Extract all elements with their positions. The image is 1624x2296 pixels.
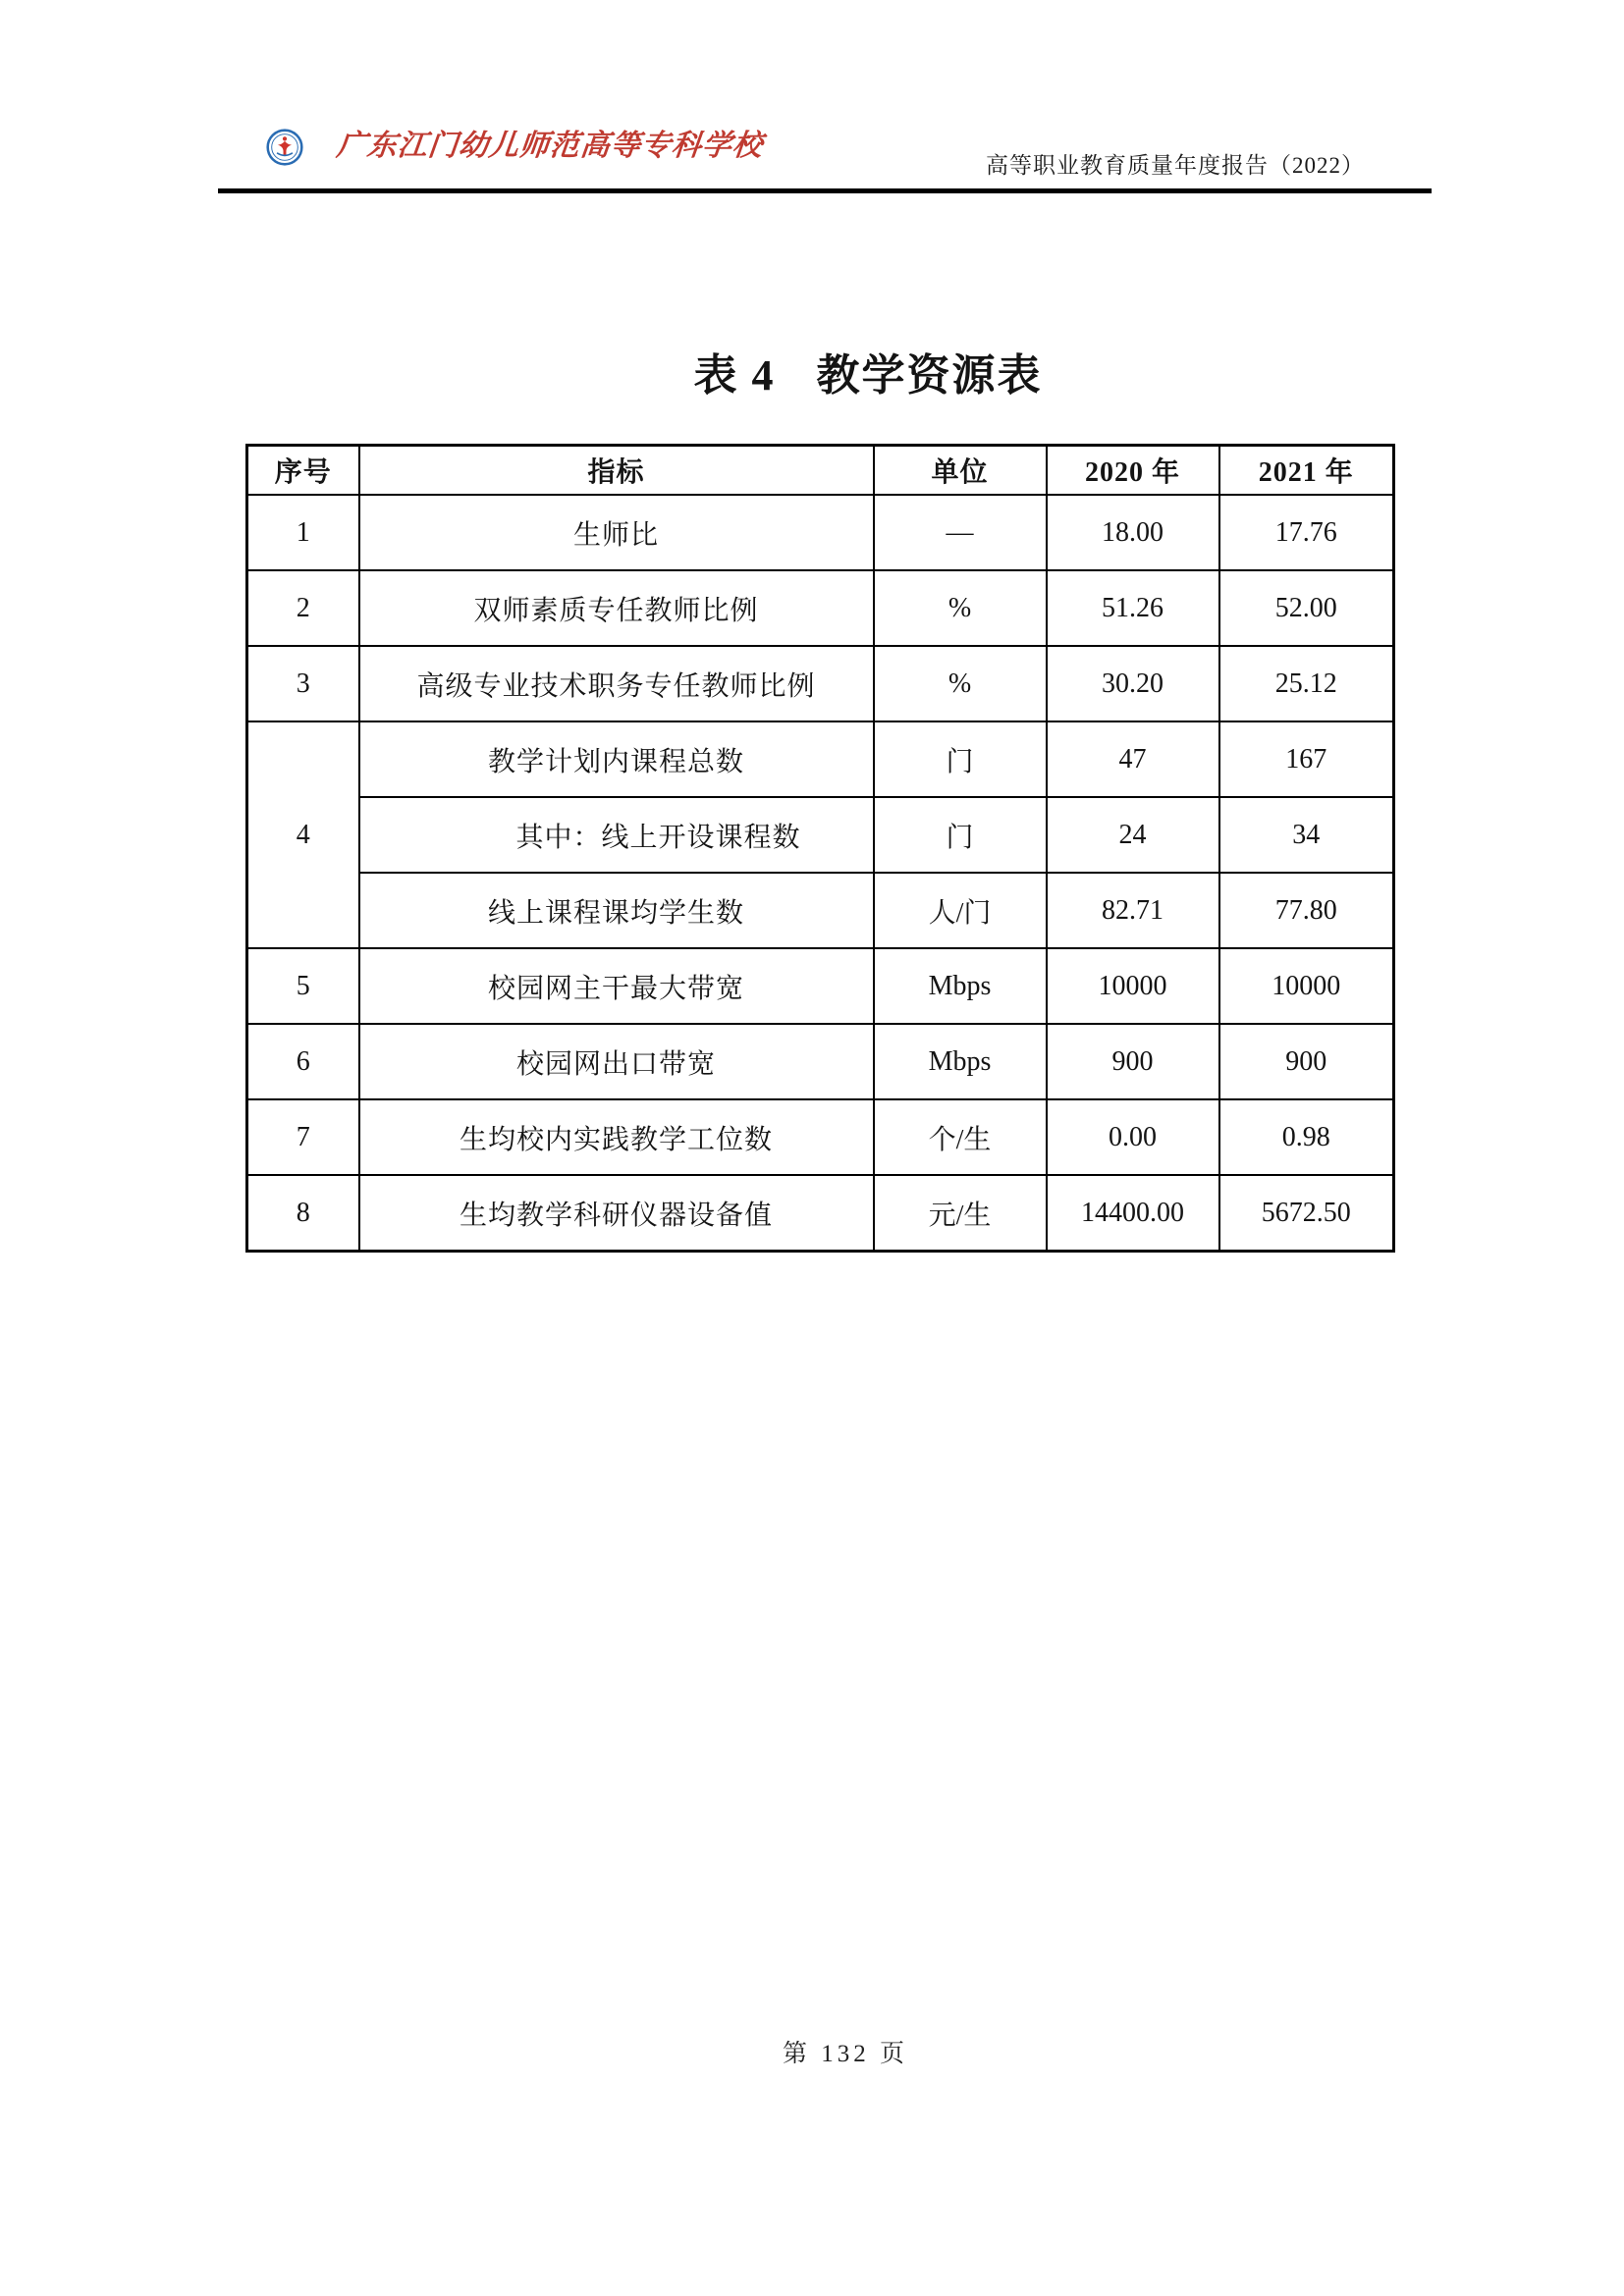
unit-cell: 门: [874, 797, 1047, 873]
value-2021-cell: 167: [1219, 721, 1394, 797]
unit-cell: %: [874, 646, 1047, 721]
row-number: 2: [247, 570, 359, 646]
unit-cell: 个/生: [874, 1099, 1047, 1175]
indicator-cell: 双师素质专任教师比例: [359, 570, 874, 646]
school-emblem-icon: [266, 129, 303, 166]
table-title: [295, 340, 1441, 402]
row-number: 3: [247, 646, 359, 721]
indicator-cell: 生师比: [359, 495, 874, 570]
column-header-2020: 2020 年: [1047, 446, 1219, 496]
table-row: [247, 646, 1394, 721]
unit-cell: 门: [874, 721, 1047, 797]
indicator-cell: 生均校内实践教学工位数: [359, 1099, 874, 1175]
row-number: 8: [247, 1175, 359, 1252]
teaching-resources-table: [245, 444, 1395, 1253]
value-2021-cell: 0.98: [1219, 1099, 1394, 1175]
value-2020-cell: 30.20: [1047, 646, 1219, 721]
table-row: [247, 721, 1394, 797]
value-2020-cell: 47: [1047, 721, 1219, 797]
column-header-no: 序号: [247, 446, 359, 496]
table-row: [247, 948, 1394, 1024]
unit-cell: 人/门: [874, 873, 1047, 948]
value-2021-cell: 900: [1219, 1024, 1394, 1099]
value-2021-cell: 17.76: [1219, 495, 1394, 570]
table-row: [247, 873, 1394, 948]
column-header-indicator: 指标: [359, 446, 874, 496]
value-2021-cell: 52.00: [1219, 570, 1394, 646]
row-number: 5: [247, 948, 359, 1024]
table-row: [247, 1024, 1394, 1099]
value-2021-cell: 34: [1219, 797, 1394, 873]
value-2020-cell: 10000: [1047, 948, 1219, 1024]
indicator-cell: 其中：线上开设课程数: [359, 797, 874, 873]
table-row: [247, 495, 1394, 570]
row-number: 7: [247, 1099, 359, 1175]
table-row: [247, 1175, 1394, 1252]
value-2020-cell: 18.00: [1047, 495, 1219, 570]
table-row: [247, 570, 1394, 646]
row-number: 6: [247, 1024, 359, 1099]
school-name-calligraphy: 广东江门幼儿师范高等专科学校: [335, 130, 765, 162]
value-2021-cell: 77.80: [1219, 873, 1394, 948]
unit-cell: Mbps: [874, 1024, 1047, 1099]
unit-cell: %: [874, 570, 1047, 646]
table-row: [247, 1099, 1394, 1175]
unit-cell: 元/生: [874, 1175, 1047, 1252]
table-title-label: 表 4: [693, 351, 776, 400]
value-2020-cell: 82.71: [1047, 873, 1219, 948]
value-2020-cell: 14400.00: [1047, 1175, 1219, 1252]
value-2021-cell: 5672.50: [1219, 1175, 1394, 1252]
page-number: 第 132 页: [782, 2041, 908, 2067]
indicator-cell: 高级专业技术职务专任教师比例: [359, 646, 874, 721]
header-divider: [218, 188, 1432, 193]
indicator-cell: 教学计划内课程总数: [359, 721, 874, 797]
header-row: [247, 446, 1394, 496]
value-2020-cell: 900: [1047, 1024, 1219, 1099]
indicator-cell: 生均教学科研仪器设备值: [359, 1175, 874, 1252]
column-header-unit: 单位: [874, 446, 1047, 496]
row-number: 1: [247, 495, 359, 570]
indicator-cell: 线上课程课均学生数: [359, 873, 874, 948]
unit-cell: Mbps: [874, 948, 1047, 1024]
report-edition-title: 高等职业教育质量年度报告（2022）: [986, 153, 1365, 178]
table-row: [247, 797, 1394, 873]
unit-cell: —: [874, 495, 1047, 570]
value-2020-cell: 0.00: [1047, 1099, 1219, 1175]
row-number-merged: 4: [247, 721, 359, 948]
value-2020-cell: 24: [1047, 797, 1219, 873]
value-2021-cell: 10000: [1219, 948, 1394, 1024]
column-header-2021: 2021 年: [1219, 446, 1394, 496]
indicator-cell: 校园网主干最大带宽: [359, 948, 874, 1024]
value-2020-cell: 51.26: [1047, 570, 1219, 646]
value-2021-cell: 25.12: [1219, 646, 1394, 721]
table-title-text: 教学资源表: [816, 351, 1043, 400]
indicator-cell: 校园网出口带宽: [359, 1024, 874, 1099]
